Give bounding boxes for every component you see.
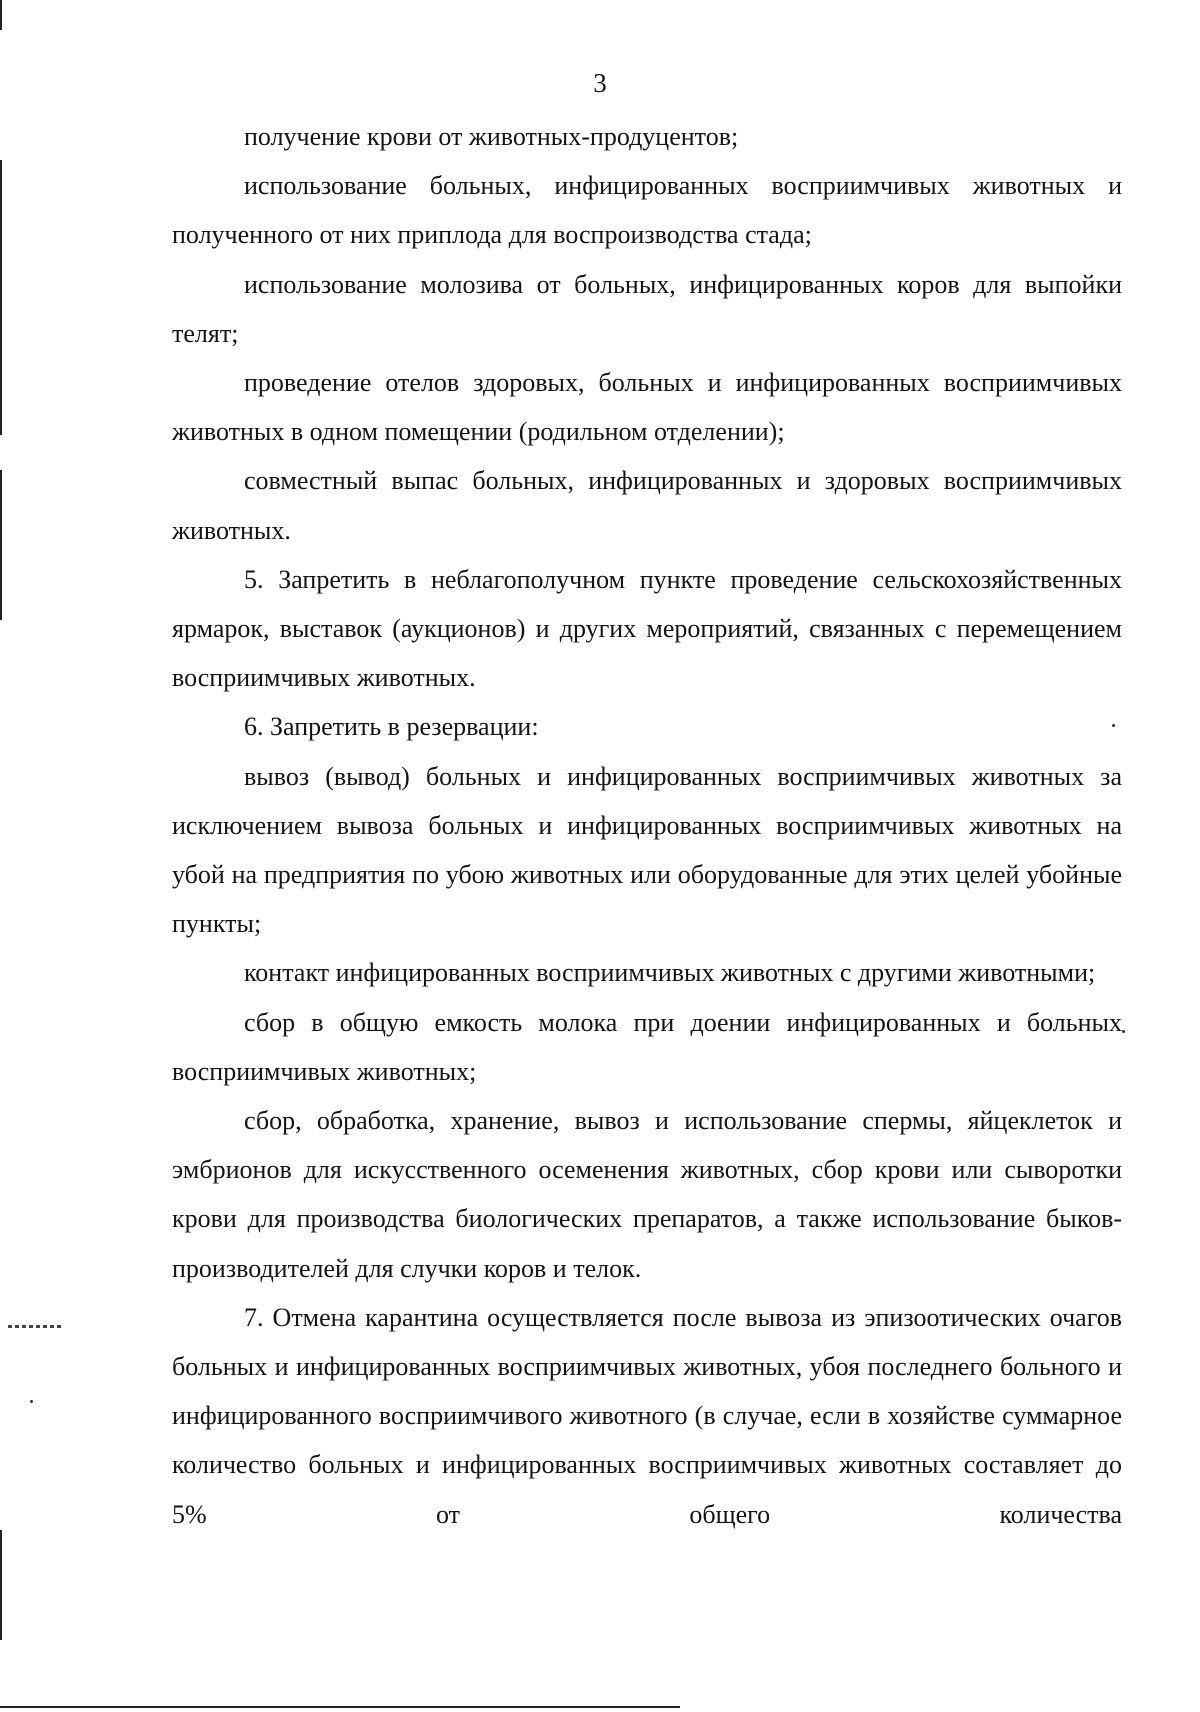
page-number: 3 bbox=[593, 68, 607, 98]
scan-speck bbox=[30, 1400, 33, 1403]
paragraph-colostrum-use: использование молозива от больных, инфицированных коров для выпойки телят; bbox=[172, 269, 1122, 348]
paragraph-blood-collection: получение крови от животных-продуцентов; bbox=[244, 122, 739, 151]
scan-margin-line bbox=[0, 1530, 2, 1640]
scan-speck bbox=[1122, 1030, 1125, 1033]
paragraph-calving: проведение отелов здоровых, больных и инфицированных восприимчивых животных в одном помещении (родильном отделении); bbox=[172, 368, 1122, 447]
document-body bbox=[172, 112, 1122, 1539]
scan-margin-line bbox=[0, 0, 2, 30]
scan-margin-mark bbox=[8, 1325, 62, 1328]
scan-speck bbox=[1112, 724, 1115, 727]
paragraph-item-6: 6. Запретить в резервации: bbox=[244, 712, 539, 742]
paragraph-semen-collection: сбор, обработка, хранение, вывоз и использование спермы, яйцеклеток и эмбрионов для искусственного осеменения животных, сбор крови или сыворотки крови для производства биологических препаратов, а также использование быков-производителей для случки коров и телок. bbox=[172, 1106, 1122, 1283]
paragraph-joint-grazing: совместный выпас больных, инфицированных и здоровых восприимчивых животных. bbox=[172, 466, 1122, 545]
paragraph-item-7: 7. Отмена карантина осуществляется после вывоза из эпизоотических очагов больных и инфицированных восприимчивых животных, убоя последнего больного и инфицированного восприимчивого животного (в случае, если в хозяйстве суммарное количество больных и инфицированных восприимчивых животных составляет до 5% от общего количества bbox=[172, 1302, 1122, 1529]
scan-margin-line bbox=[0, 470, 2, 620]
paragraph-milk-collection: сбор в общую емкость молока при доении инфицированных и больных восприимчивых животных; bbox=[172, 1007, 1122, 1086]
paragraph-sick-animals-reproduction: использование больных, инфицированных восприимчивых животных и полученного от них приплода для воспроизводства стада; bbox=[172, 171, 1122, 250]
scan-margin-line bbox=[0, 160, 2, 435]
paragraph-export-ban: вывоз (вывод) больных и инфицированных восприимчивых животных за исключением вывоза больных и инфицированных восприимчивых животных на убой на предприятия по убою животных или оборудованные для этих целей убойные пункты; bbox=[172, 761, 1122, 939]
scan-bottom-rule bbox=[0, 1706, 680, 1708]
paragraph-item-5: 5. Запретить в неблагополучном пункте проведение сельскохозяйственных ярмарок, выставок (аукционов) и других мероприятий, связанных с перемещением восприимчивых животных. bbox=[172, 564, 1122, 693]
paragraph-contact-ban: контакт инфицированных восприимчивых животных с другими животными; bbox=[244, 958, 1096, 988]
